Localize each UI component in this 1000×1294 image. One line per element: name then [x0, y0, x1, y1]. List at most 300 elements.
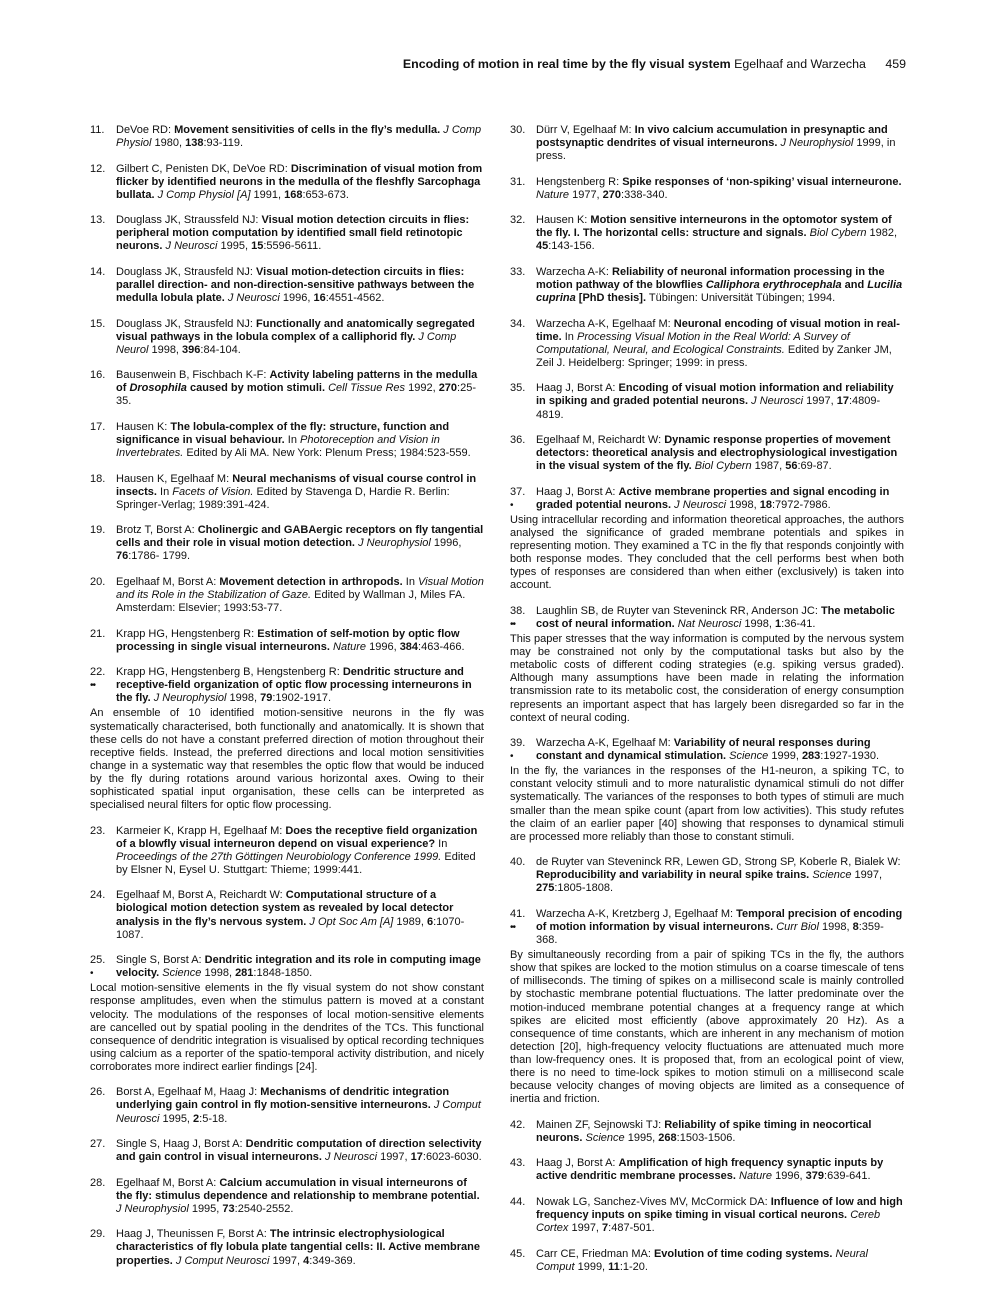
citation-segment: de Ruyter van Steveninck RR, Lewen GD, Strong SP, Koberle R, Bialek W: [536, 856, 901, 869]
reference-item [90, 369, 484, 408]
citation-segment: In [435, 837, 448, 850]
reference-item [90, 421, 484, 460]
citation-segment: :2540-2552. [234, 1202, 294, 1215]
reference-number-text: 36. [510, 434, 526, 447]
reference-number [90, 524, 116, 563]
citation-segment: 1982, [866, 227, 898, 240]
citation-segment: Reliability of neuronal information processing in the motion pathway of the blowflies [536, 265, 885, 292]
reference-citation [536, 318, 904, 370]
citation-segment: :1-20. [619, 1260, 648, 1273]
reference-number-text: 40. [510, 856, 526, 869]
citation-segment: The metabolic cost of neural information. [536, 604, 895, 630]
citation-segment: Spike responses of ‘non-spiking’ visual interneurone. [622, 175, 902, 188]
reference-citation [116, 214, 484, 253]
citation-segment: Does the receptive field organization of a blowfly visual interneuron depend on visual experience? [116, 824, 478, 850]
citation-segment: :69-87. [797, 460, 832, 473]
citation-segment: Krapp HG, Hengstenberg B, Hengstenberg R: [116, 666, 343, 679]
citation-segment: Reproducibility and variability in neural spike trains. [536, 869, 810, 882]
citation-segment: Edited by Elsner N, Eysel U. Stuttgart: Thieme; 1999:441. [116, 850, 476, 876]
citation-segment: 1977, [569, 188, 603, 201]
citation-segment: Lucilia cuprina [536, 279, 903, 305]
citation-segment: Visual motion-detection circuits in flies: parallel direction- and non-direction-sensitive pathways between the medulla lobula plate. [116, 265, 475, 305]
reference-number [90, 1228, 116, 1267]
citation-segment: 384 [399, 640, 419, 653]
citation-segment: Curr Biol [776, 920, 819, 933]
reference-number [90, 421, 116, 460]
citation-segment: 15 [251, 240, 264, 253]
citation-segment: Biol Cybern [694, 460, 752, 473]
reference-item [510, 214, 904, 253]
citation-segment: Functionally and anatomically segregated visual pathways in the lobula complex of a calliphorid fly. [116, 317, 475, 343]
reference-number-text: 30. [510, 124, 526, 136]
citation-segment: Nat Neurosci [677, 617, 742, 630]
header-title: Encoding of motion in real time by the fly visual system [402, 57, 731, 71]
reference-item [90, 318, 484, 357]
reference-item [510, 856, 904, 895]
reference-citation [536, 176, 904, 202]
reference-annotation: An ensemble of 10 identified motion-sensitive neurons in the fly was systematically characterised, both functionally and anatomically. It is shown that these cells do not have a constant preferred direction of motion throughout their receptive fields. Instead, the preferred directions and local motion sensitivities change in a systematic way that resembles the optic flow that would be induced by the fly during rotations around various horizontal axes. Owing to their sophisticated spatial input organisation, these cells can be interpreted as specialised neural filters for optic flow processing. [90, 707, 484, 812]
reference-number-text: 24. [90, 889, 106, 902]
reference-number-text: 31. [510, 175, 526, 188]
citation-segment: Drosophila [129, 382, 187, 395]
reference-number-text: 29. [90, 1228, 106, 1241]
citation-segment: Brotz T, Borst A: [116, 524, 198, 537]
reference-number [510, 382, 536, 421]
citation-segment: 1996, [366, 640, 400, 653]
citation-segment: 275 [536, 882, 555, 895]
citation-segment: Nowak LG, Sanchez-Vives MV, McCormick DA: [536, 1195, 771, 1208]
reference-item [90, 1086, 484, 1125]
citation-segment: 1995, [188, 1202, 223, 1215]
reference-item [510, 434, 904, 473]
citation-segment: Edited by Stavenga D, Hardie R. Berlin: Springer-Verlag; 1989:391-424. [116, 485, 450, 511]
citation-segment: Warzecha A-K, Egelhaaf M: [536, 737, 674, 750]
citation-segment: 1999, in press. [536, 137, 896, 163]
reference-citation [536, 856, 904, 895]
citation-segment: 73 [222, 1202, 235, 1215]
reference-item [90, 124, 484, 150]
citation-segment: In [561, 330, 577, 343]
reference-item [510, 908, 904, 947]
citation-segment: 7 [602, 1222, 609, 1235]
reference-number-text: 13. [90, 214, 106, 227]
citation-segment: 1995, [159, 1112, 194, 1125]
reference-number [90, 576, 116, 615]
reference-citation [116, 1138, 484, 1164]
citation-segment: Edited by Ali MA. New York: Plenum Press; 1984:523-559. [183, 447, 471, 460]
reference-number-text: 42. [510, 1118, 526, 1131]
reference-citation [536, 1196, 904, 1235]
reference-item [510, 318, 904, 370]
citation-segment: Facets of Vision. [172, 485, 254, 498]
citation-segment: 1997, [851, 869, 883, 882]
citation-segment: :1503-1506. [676, 1131, 736, 1144]
reference-item [90, 1177, 484, 1216]
reference-item [510, 124, 904, 163]
citation-segment: Douglass JK, Strausfeld NJ: [116, 317, 257, 330]
citation-segment: J Comp Physiol [A] [157, 188, 251, 201]
citation-segment: Egelhaaf M, Borst A: [116, 1176, 220, 1189]
reference-number-text: 21. [90, 627, 106, 640]
reference-citation [116, 124, 484, 150]
citation-segment: J Neurophysiol [780, 137, 854, 150]
reference-column-left [90, 124, 484, 1280]
reference-item [90, 214, 484, 253]
citation-segment: Motion sensitive interneurons in the optomotor system of the fly. I. The horizontal cells: structure and signals. [536, 214, 892, 240]
reference-number-text: 18. [90, 472, 106, 485]
citation-segment: J Neurophysiol [358, 537, 431, 550]
citation-segment: Gilbert C, Penisten DK, DeVoe RD: [116, 162, 291, 175]
citation-segment: Warzecha A-K: [536, 265, 613, 278]
reference-number-text: 39. [510, 737, 526, 750]
reference-citation: •• Laughlin SB, de Ruyter van Steveninck RR, Anderson JC: The metabolic cost of neural information. Nat Neurosci 1998, 1:36-41. [510, 604, 895, 630]
citation-segment: Tübingen: Universität Tübingen; 1994. [646, 292, 836, 305]
citation-segment: Nature [739, 1170, 773, 1183]
citation-segment: 1997, [803, 395, 837, 408]
reference-annotation: Local motion-sensitive elements in the fly visual system do not show constant response amplitudes, even when the stimulus pattern is moved at a constant velocity. The modulations of the responses of local motion-sensitive elements are cancelled out by spatial pooling in the dendrites of the TCs. This functional consequence of dendritic integration is visualised by optical recording techniques using calcium as a reporter of the spatio-temporal activity distribution, and nicely corroborates more indirect earlier findings [24]. [90, 982, 484, 1073]
reference-citation [536, 1248, 904, 1274]
citation-segment: 1997, [269, 1254, 304, 1267]
citation-segment: Laughlin SB, de Ruyter van Steveninck RR, Anderson JC: [536, 604, 821, 617]
citation-segment: Variability of neural responses during constant and dynamical stimulation. [536, 737, 871, 763]
reference-citation [536, 382, 904, 421]
citation-segment: Edited by Wallman J, Miles FA. Amsterdam: Elsevier; 1993:53-77. [116, 589, 466, 615]
reference-number [510, 486, 536, 512]
citation-segment: :349-369. [309, 1254, 356, 1267]
citation-segment: Dynamic response properties of movement detectors: theoretical analysis and electrophysiological investigation in the visual system of the fly. [536, 434, 898, 473]
reference-number [510, 856, 536, 895]
reference-number [510, 266, 536, 305]
reference-column-right [510, 124, 904, 1286]
citation-segment: J Comput Neurosci [175, 1254, 270, 1267]
citation-segment: Haag J, Borst A: [536, 1157, 619, 1170]
citation-segment: Egelhaaf M, Reichardt W: [536, 434, 665, 447]
citation-segment: In vivo calcium accumulation in presynaptic and postsynaptic dendrites of visual interneurons. [536, 124, 888, 150]
citation-segment: :1927-1930. [820, 750, 880, 763]
citation-segment: :639-641. [824, 1170, 871, 1183]
reference-number [90, 266, 116, 305]
reference-number [90, 889, 116, 941]
citation-segment: Edited by Zanker JM, Zeil J. Heidelberg: Springer; 1999: in press. [536, 343, 892, 369]
citation-segment: 76 [116, 550, 129, 563]
reference-item [90, 576, 484, 615]
citation-segment: 45 [536, 240, 549, 253]
reference-citation [116, 421, 484, 460]
citation-segment: Evolution of time coding systems. [653, 1247, 833, 1260]
citation-segment: 1999, [768, 750, 802, 763]
citation-segment: Cholinergic and GABAergic receptors on fly tangential cells and their role in visual motion detection. [116, 524, 484, 550]
citation-segment: :25-35. [116, 382, 477, 408]
citation-segment: Dendritic structure and receptive-field organization of optic flow processing interneurons in the fly. [116, 666, 472, 705]
reference-number [90, 369, 116, 408]
citation-segment: :1070-1087. [116, 915, 465, 941]
reference-number [510, 737, 536, 763]
reference-number [510, 176, 536, 202]
reference-number-text: 12. [90, 162, 106, 175]
citation-segment: Active membrane properties and signal encoding in graded potential neurons. [536, 485, 890, 511]
citation-segment: 1998, [726, 498, 760, 511]
reference-citation [116, 576, 484, 615]
reference-number-text: 27. [90, 1138, 106, 1151]
citation-segment: :143-156. [548, 240, 595, 253]
citation-segment: Computational structure of a biological motion detection system as revealed by local detector analysis in the fly’s nervous system. [116, 889, 454, 928]
citation-segment: Carr CE, Friedman MA: [536, 1247, 654, 1260]
citation-segment: 8 [852, 920, 859, 933]
citation-segment: Warzecha A-K, Kretzberg J, Egelhaaf M: [536, 907, 737, 920]
citation-segment: 138 [185, 137, 204, 150]
citation-segment: 1998, [148, 343, 183, 356]
citation-segment: Photoreception and Vision in Invertebrates. [116, 434, 440, 460]
citation-segment: 1987, [751, 460, 786, 473]
reference-number [90, 1086, 116, 1125]
citation-segment: :5596-5611. [263, 240, 322, 253]
citation-segment: :36-41. [781, 617, 816, 630]
reference-item [510, 605, 904, 631]
reference-number-text: 22. [90, 666, 106, 679]
reference-citation [116, 163, 484, 202]
citation-segment: 6 [427, 915, 434, 928]
citation-segment: 283 [801, 750, 821, 763]
reference-number [510, 1196, 536, 1235]
reference-number-text: 20. [90, 575, 106, 588]
citation-segment: J Neurosci [325, 1151, 378, 1164]
citation-segment: 1995, [624, 1131, 659, 1144]
reference-citation [116, 266, 484, 305]
reference-citation: •• Warzecha A-K, Kretzberg J, Egelhaaf M: Temporal precision of encoding of motion information by visual interneurons. Curr Biol 1998, 8:359-368. [510, 907, 903, 947]
reference-citation [536, 124, 904, 163]
reference-annotation: This paper stresses that the way information is computed by the nervous system may be constrained not only by the computational tasks but also by the metabolic costs of different coding strategies (e.g. spiking versus graded). Although many assumptions have been made in relating the information transmission rate to its metabolic cost, the consideration of energy consumption represents an important aspect that has largely been disregarded so far in the context of neural coding. [510, 633, 904, 724]
citation-segment: Reliability of spike timing in neocortical neurons. [536, 1118, 872, 1144]
citation-segment: DeVoe RD: [116, 124, 175, 136]
reference-number [90, 163, 116, 202]
reference-item [510, 1196, 904, 1235]
citation-segment: Estimation of self-motion by optic flow processing in single visual interneurons. [116, 627, 460, 653]
citation-segment: 1998, [201, 967, 236, 980]
citation-segment: 1996, [430, 537, 462, 550]
reference-item [510, 737, 904, 763]
citation-segment: :1786- 1799. [128, 550, 191, 563]
citation-segment: Single S, Haag J, Borst A: [116, 1138, 246, 1151]
citation-segment: Hausen K: [536, 214, 591, 227]
reference-citation [536, 1157, 904, 1183]
citation-segment: Mainen ZF, Sejnowski TJ: [536, 1118, 665, 1131]
reference-number [510, 124, 536, 163]
citation-segment: 1996, [279, 292, 314, 305]
reference-number [90, 628, 116, 654]
citation-segment: Krapp HG, Hengstenberg R: [116, 627, 258, 640]
reference-item [90, 1228, 484, 1267]
reference-citation [116, 1086, 484, 1125]
citation-segment: 1 [775, 617, 782, 630]
reference-citation [116, 473, 484, 512]
citation-segment: Haag J, Borst A: [536, 485, 619, 498]
citation-segment: :4809-4819. [536, 395, 881, 421]
reference-number [510, 1157, 536, 1183]
reference-number-text: 33. [510, 265, 526, 278]
reference-citation [116, 1228, 484, 1267]
reference-citation [536, 266, 904, 305]
citation-segment: 268 [658, 1131, 677, 1144]
citation-segment: 1992, [405, 382, 439, 395]
citation-segment: Warzecha A-K, Egelhaaf M: [536, 317, 674, 330]
citation-segment: Cereb Cortex [536, 1208, 881, 1235]
citation-segment: J Comp Physiol [116, 124, 482, 150]
citation-segment: J Neurosci [674, 498, 727, 511]
citation-segment: :6023-6030. [422, 1151, 482, 1164]
citation-segment: 1995, [217, 240, 252, 253]
reference-number-text: 25. [90, 954, 106, 967]
citation-segment: Karmeier K, Krapp H, Egelhaaf M: [116, 824, 286, 837]
citation-segment: 1998, [226, 692, 261, 705]
reference-number [90, 954, 116, 980]
citation-segment: Visual motion detection circuits in flies: peripheral motion computation by identified small field retinotopic neurons. [116, 214, 470, 253]
citation-segment: 396 [182, 343, 201, 356]
reference-citation: • Haag J, Borst A: Active membrane properties and signal encoding in graded potential neurons. J Neurosci 1998, 18:7972-7986. [510, 485, 890, 511]
citation-segment: 11 [608, 1260, 620, 1273]
reference-item [510, 1119, 904, 1145]
citation-segment: In [156, 485, 173, 498]
reference-number-text: 11. [90, 124, 105, 136]
citation-segment: :4551-4562. [325, 292, 385, 305]
reference-item [510, 382, 904, 421]
reference-item [90, 1138, 484, 1164]
reference-number [510, 1119, 536, 1145]
citation-segment: Science [162, 967, 202, 980]
reference-number-text: 38. [510, 604, 526, 617]
reference-number-text: 19. [90, 524, 106, 537]
reference-number-text: 34. [510, 317, 526, 330]
citation-segment: Egelhaaf M, Borst A: [116, 575, 220, 588]
citation-segment: J Neurophysiol [116, 1202, 189, 1215]
reference-item [90, 524, 484, 563]
citation-segment: In [402, 575, 418, 588]
citation-segment: Mechanisms of dendritic integration underlying gain control in fly motion-sensitive interneurons. [116, 1086, 450, 1112]
citation-segment: 270 [438, 382, 458, 395]
citation-segment: 270 [602, 188, 622, 201]
reference-number-text: 35. [510, 382, 526, 395]
citation-segment: 1999, [574, 1260, 609, 1273]
citation-segment: Dendritic integration and its role in computing image velocity. [116, 954, 481, 980]
citation-segment: 4 [303, 1254, 310, 1267]
reference-number-text: 32. [510, 214, 526, 227]
reference-citation: •• Krapp HG, Hengstenberg B, Hengstenberg R: Dendritic structure and receptive-field organization of optic flow processing interneurons in the fly. J Neurophysiol 1998, 79:1902-1917. [90, 666, 472, 705]
reference-number [90, 473, 116, 512]
citation-segment: 1997, [568, 1222, 603, 1235]
citation-segment: J Neurosci [227, 292, 280, 305]
citation-segment: Haag J, Theunissen F, Borst A: [116, 1228, 270, 1241]
citation-segment: Cell Tissue Res [328, 382, 406, 395]
citation-segment: Hausen K: [116, 420, 171, 433]
citation-segment: :84-104. [200, 343, 241, 356]
reference-annotation: In the fly, the variances in the responses of the H1-neuron, a spiking TC, to constant velocity stimuli and to more naturalistic dynamical stimuli do not differ systematically. The variances of the responses to both types of stimuli are much smaller than the mean spike count (apart from low activities). This study refutes the claim of an earlier paper [40] showing that responses to dynamical stimuli are processed more reliably than those to constant stimuli. [510, 765, 904, 843]
citation-segment: 1989, [393, 915, 427, 928]
citation-segment: Nature [333, 640, 367, 653]
reference-citation [536, 1119, 904, 1145]
citation-segment: Neural Comput [536, 1247, 868, 1273]
citation-segment: 379 [805, 1170, 825, 1183]
citation-segment: Single S, Borst A: [116, 954, 205, 967]
citation-segment: :653-673. [302, 188, 349, 201]
reference-number [90, 825, 116, 877]
reference-number-text: 43. [510, 1157, 526, 1170]
reference-item [90, 266, 484, 305]
reference-item [90, 473, 484, 512]
running-header [380, 56, 906, 72]
reference-number [90, 1177, 116, 1216]
citation-segment: 18 [759, 498, 772, 511]
reference-number-text: 16. [90, 369, 106, 382]
reference-citation: • Single S, Borst A: Dendritic integration and its role in computing image velocity. Science 1998, 281:1848-1850. [90, 954, 481, 980]
reference-item [90, 825, 484, 877]
reference-citation: • Warzecha A-K, Egelhaaf M: Variability of neural responses during constant and dynamical stimulation. Science 1999, 283:1927-1930. [510, 737, 880, 763]
reference-citation [116, 889, 484, 941]
reference-number-text: 28. [90, 1176, 106, 1189]
reference-number-text: 37. [510, 485, 526, 498]
reference-number-text: 23. [90, 824, 106, 837]
citation-segment: Movement detection in arthropods. [219, 575, 403, 588]
reference-annotation: Using intracellular recording and information theoretical approaches, the authors analysed the significance of graded membrane potentials and spikes in representing motion. They examined a TC in the fly that responds conjointly with both response modes. They concluded that the cell performs best when both types of responses are considered than when either (exclusively) is taken into account. [510, 513, 904, 592]
citation-segment: 1998, [818, 920, 853, 933]
citation-segment: 16 [313, 292, 326, 305]
citation-segment: 168 [284, 188, 303, 201]
citation-segment: :463-466. [418, 640, 465, 653]
citation-segment: Neural mechanisms of visual course control in insects. [116, 472, 477, 498]
citation-segment: J Opt Soc Am [A] [309, 915, 394, 928]
reference-number [510, 214, 536, 253]
reference-item [90, 889, 484, 941]
citation-segment: Proceedings of the 27th Göttingen Neurobiology Conference 1999. [116, 850, 442, 863]
citation-segment: :1805-1808. [554, 882, 614, 895]
citation-segment: 2 [193, 1112, 200, 1125]
citation-segment: Temporal precision of encoding of motion information by visual interneurons. [536, 907, 903, 933]
citation-segment: Visual Motion and its Role in the Stabilization of Gaze. [116, 575, 484, 602]
reference-number-text: 15. [90, 317, 106, 330]
citation-segment: Neuronal encoding of visual motion in real-time. [536, 317, 900, 343]
citation-segment: Science [729, 750, 769, 763]
reference-citation [116, 1177, 484, 1216]
reference-item [510, 486, 904, 512]
citation-segment: Processing Visual Motion in the Real World: A Survey of Computational, Neural, and Ecological Constraints. [536, 330, 850, 356]
citation-segment: J Comp Neurol [116, 330, 457, 356]
reference-number [510, 1248, 536, 1274]
citation-segment: :1902-1917. [272, 692, 332, 705]
citation-segment: J Neurosci [751, 395, 804, 408]
citation-segment: 1996, [772, 1170, 806, 1183]
reference-number-text: 14. [90, 265, 106, 278]
reference-annotation: By simultaneously recording from a pair of spiking TCs in the fly, the authors show that spikes are locked to the motion stimulus on a coarse timescale of tens of milliseconds. The timing of spikes on a millisecond scale is mainly controlled by stochastic membrane potential fluctuations. The latter predominate over the motion-induced membrane potential changes at a frequency range at which spikes are elicited most efficiently (above approximately 20 Hz). As a consequence of time constants, which are inherent in any mechanism of motion detection [20], high-frequency velocity fluctuations are attenuated much more than low-frequency ones. It is proposed that, from an ecological point of view, there is no need to time-lock spikes to motion stimuli on a millisecond scale because velocity changes of moving objects are limited as a consequence of inertia and friction. [510, 949, 904, 1106]
citation-segment: Influence of low and high frequency inputs on spike timing in visual cortical neurons. [536, 1195, 903, 1221]
citation-segment: Amplification of high frequency synaptic inputs by active dendritic membrane processes. [536, 1157, 884, 1183]
reference-citation [116, 628, 484, 654]
header-authors: Egelhaaf and Warzecha [734, 57, 866, 71]
citation-segment: Douglass JK, Strausfeld NJ: [116, 265, 257, 278]
citation-segment: 17 [410, 1151, 423, 1164]
reference-number [510, 434, 536, 473]
citation-segment: Dürr V, Egelhaaf M: [536, 124, 635, 136]
citation-segment: Calcium accumulation in visual interneurons of the fly: stimulus dependence and relationship to membrane potential. [116, 1176, 480, 1202]
reference-citation [116, 369, 484, 408]
reference-citation [116, 318, 484, 357]
citation-segment: J Comput Neurosci [116, 1099, 481, 1125]
reference-number-text: 41. [510, 907, 526, 920]
reference-item [510, 1157, 904, 1183]
citation-segment: :93-119. [203, 137, 244, 150]
citation-segment: The intrinsic electrophysiological characteristics of fly lobula plate tangential cells: II. Active membrane properties. [116, 1228, 480, 1267]
reference-citation [536, 214, 904, 253]
reference-number [90, 214, 116, 253]
reference-number [90, 318, 116, 357]
citation-segment: Discrimination of visual motion from flicker by identified neurons in the medulla of the fleshfly Sarcophaga bullata. [116, 162, 483, 201]
